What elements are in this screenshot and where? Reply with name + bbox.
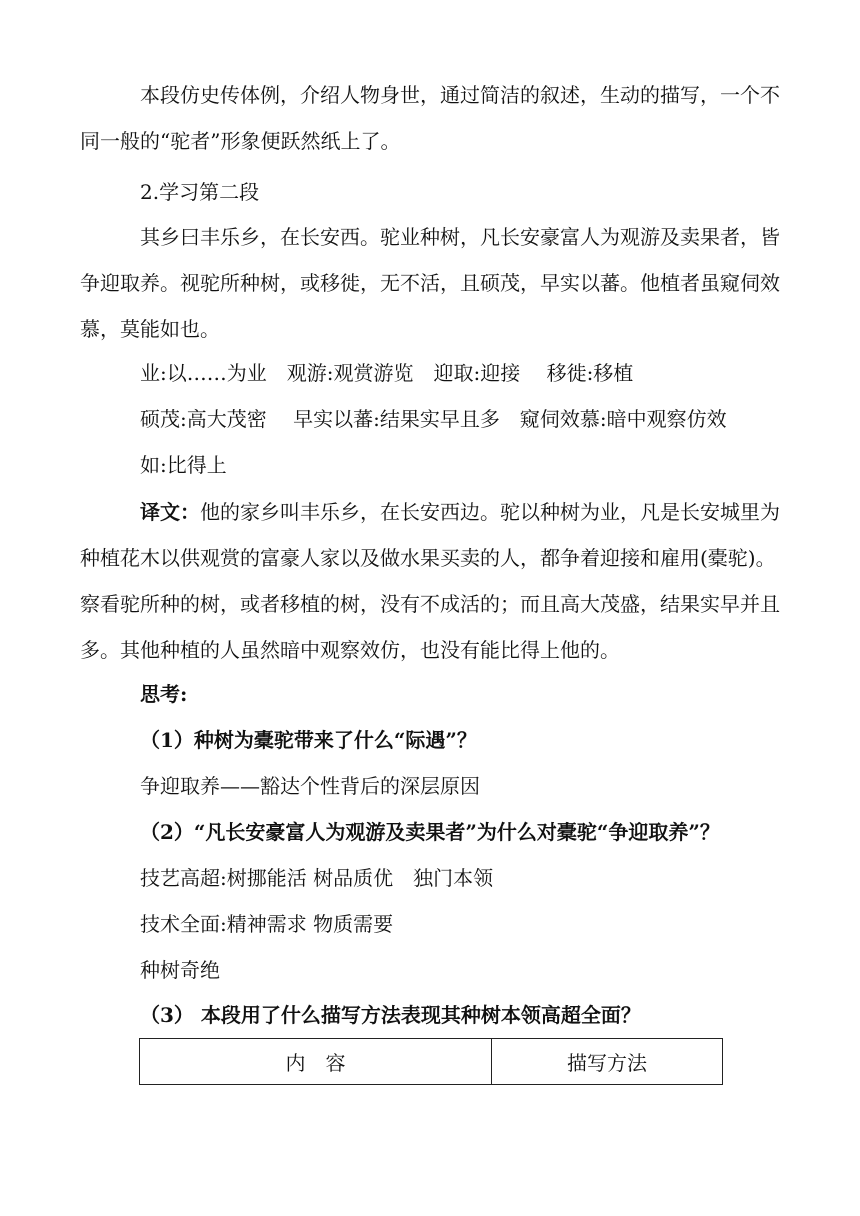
section-heading: 2.学习第二段: [140, 180, 260, 204]
glossary-row-2: 硕茂:高大茂密 早实以蕃:结果实早且多 窥伺效慕:暗中观察仿效: [140, 407, 727, 431]
think-label: 思考:: [140, 682, 188, 706]
paragraph-original-text: 其乡曰丰乐乡，在长安西。驼业种树，凡长安豪富人为观游及卖果者，皆争迎取养。视驼所种树，或移徙，无不活，且硕茂，早实以蕃。他植者虽窥伺效慕，莫能如也。: [80, 225, 780, 341]
paragraph-translation: [80, 489, 785, 673]
analysis-table: [139, 1038, 723, 1085]
translation-text: 他的家乡叫丰乐乡，在长安西边。驼以种树为业，凡是长安城里为种植花木以供观赏的富豪人家以及做水果买卖的人，都争着迎接和雇用(橐驼)。察看驼所种的树，或者移植的树，没有不成活的；而且高大茂盛，结果实早并且多。其他种植的人虽然暗中观察效仿，也没有能比得上他的。: [80, 500, 780, 662]
table-header-content: 内 容: [140, 1039, 492, 1085]
paragraph-summary: 本段仿史传体例，介绍人物身世，通过简洁的叙述，生动的描写，一个不同一般的“驼者”形象便跃然纸上了。: [80, 83, 780, 153]
glossary-row-1: 业:以……为业 观游:观赏游览 迎取:迎接 移徙:移植: [140, 361, 634, 385]
table-header-method: 描写方法: [492, 1039, 723, 1085]
answer-2-line-1: 技艺高超:树挪能活 树品质优 独门本领: [140, 866, 494, 890]
translation-label: 译文：: [140, 500, 200, 524]
question-2: （2）“凡长安豪富人为观游及卖果者”为什么对橐驼“争迎取养”？: [140, 820, 720, 844]
glossary-row-3: 如:比得上: [140, 453, 227, 477]
answer-1: 争迎取养——豁达个性背后的深层原因: [140, 774, 480, 798]
answer-2-line-2: 技术全面:精神需求 物质需要: [140, 912, 394, 936]
table-header-row: [140, 1039, 723, 1085]
question-3: （3） 本段用了什么描写方法表现其种树本领高超全面？: [140, 1003, 641, 1027]
question-1: （1）种树为橐驼带来了什么“际遇”？: [140, 728, 477, 752]
answer-2-line-3: 种树奇绝: [140, 958, 220, 982]
